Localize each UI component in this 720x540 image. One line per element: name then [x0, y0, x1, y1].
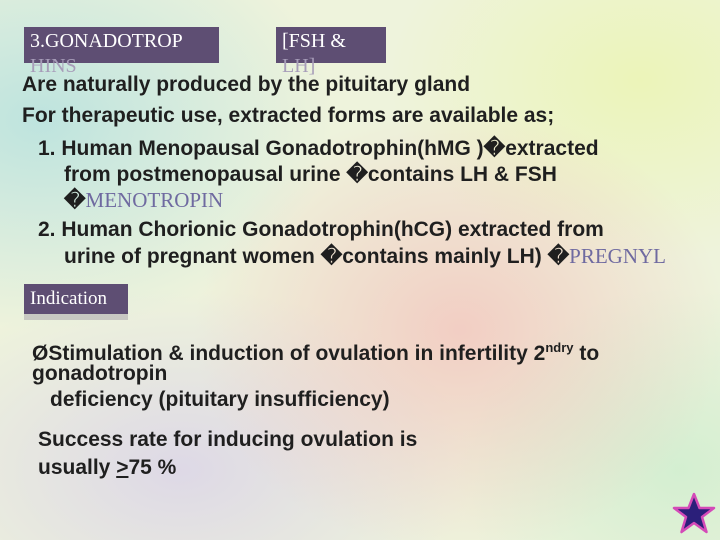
pregnyl-label: PREGNYL — [569, 244, 666, 268]
arrow-bullet-icon: Ø — [32, 342, 49, 365]
section-title-overflow: HINS — [30, 55, 77, 77]
stimulation-line-3: deficiency (pituitary insufficiency) — [50, 388, 390, 411]
star-icon[interactable] — [672, 492, 716, 536]
item-1-text-b: MG ) — [437, 137, 484, 160]
item-2-text-b: urine of pregnant women — [64, 245, 321, 268]
intro-line-2: For therapeutic use, extracted forms are available as; — [22, 104, 555, 127]
arrow-glyph-icon: � — [320, 245, 343, 268]
hormone-bracket-line1: [FSH & — [282, 30, 346, 52]
stimulation-text-b: to — [573, 342, 600, 365]
success-line-2 — [38, 456, 176, 480]
success-text-b: > — [116, 456, 129, 479]
stimulation-line-2: gonadotropin — [32, 362, 168, 385]
star-shape[interactable] — [674, 494, 714, 532]
item-1-text-d: from postmenopausal urine — [64, 163, 347, 186]
menotropin-label: MENOTROPIN — [85, 188, 224, 212]
success-text-c: 75 % — [128, 456, 177, 479]
arrow-glyph-icon: � — [346, 163, 368, 186]
hormone-bracket-box — [276, 27, 386, 77]
item-1-line-1 — [38, 137, 599, 161]
success-line-1: Success rate for inducing ovulation is — [38, 428, 418, 451]
item-2-line-2 — [64, 244, 666, 269]
item-2-line-1: 2. Human Chorionic Gonadotrophin(hCG) extracted from — [38, 218, 604, 241]
section-title: 3.GONADOTROP — [30, 30, 183, 52]
item-1-line-3 — [64, 188, 223, 213]
success-text-a: usually — [38, 456, 117, 479]
intro-line-1: Are naturally produced by the pituitary gland — [22, 73, 471, 96]
stimulation-superscript: ndry — [545, 340, 574, 355]
item-1-text-e: contains LH & FSH — [367, 163, 557, 186]
item-1-text-a: 1. Human Menopausal Gonadotrophin(h — [38, 137, 437, 160]
section-title-box — [24, 27, 219, 77]
arrow-glyph-icon: � — [483, 137, 506, 160]
item-1-text-c: extracted — [505, 137, 599, 160]
indication-heading: Indication — [24, 284, 128, 314]
arrow-glyph-icon: � — [64, 189, 86, 212]
item-2-text-c: contains mainly LH) — [342, 245, 548, 268]
stimulation-text-a: Stimulation & induction of ovulation in infertility 2 — [48, 342, 546, 365]
hormone-bracket-line2: LH] — [282, 55, 316, 77]
arrow-glyph-icon: � — [547, 245, 570, 268]
item-1-line-2 — [64, 163, 557, 187]
